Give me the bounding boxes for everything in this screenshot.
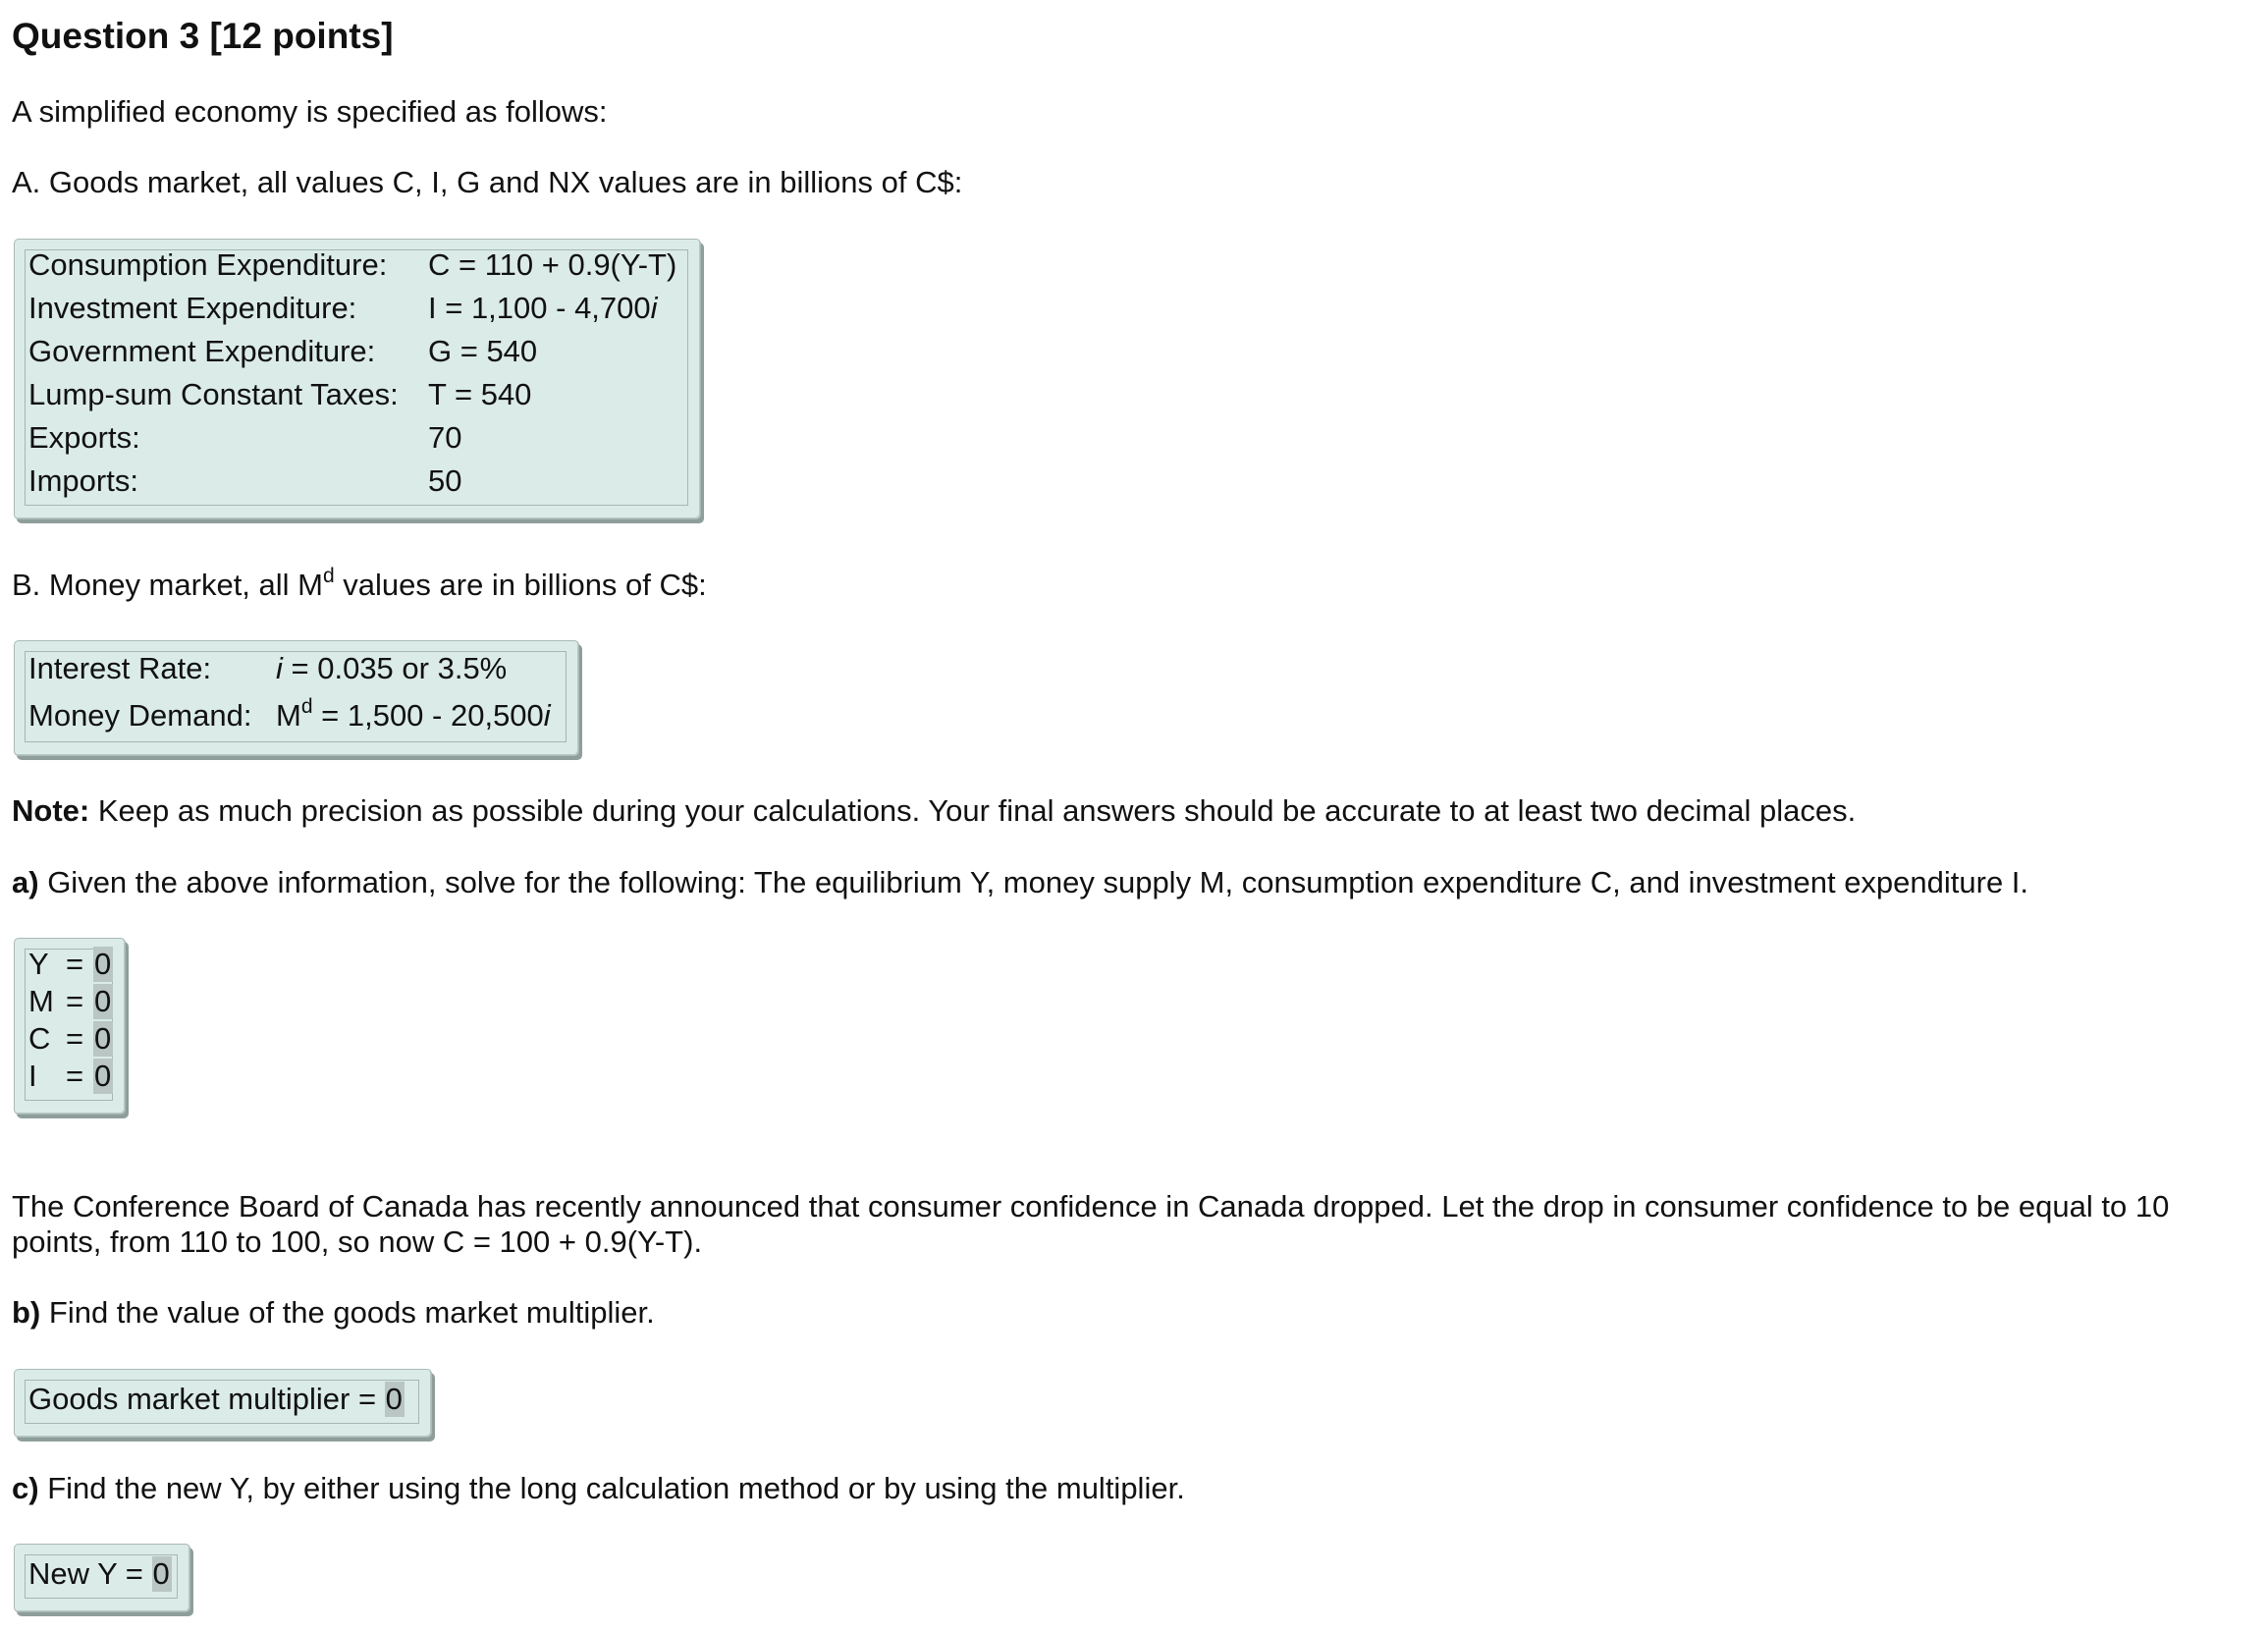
goods-market-heading: A. Goods market, all values C, I, G and NX values are in billions of C$: xyxy=(12,165,963,199)
interest-rate-label: Interest Rate: xyxy=(28,651,212,685)
answer-c-var: C xyxy=(28,1021,51,1056)
part-c-answer-box xyxy=(14,1544,190,1612)
answer-i-eq: = xyxy=(66,1059,84,1093)
intro-text: A simplified economy is specified as follows: xyxy=(12,94,608,129)
answer-m-value xyxy=(93,984,113,1019)
answer-y-var: Y xyxy=(28,947,49,981)
answer-y-eq: = xyxy=(66,947,84,981)
part-b-answer-box xyxy=(14,1369,432,1438)
investment-label: Investment Expenditure: xyxy=(28,291,357,325)
answer-y-value xyxy=(93,947,113,982)
answer-y-field[interactable]: 0 xyxy=(94,947,112,981)
answer-m-field[interactable]: 0 xyxy=(94,984,112,1018)
question-title: Question 3 [12 points] xyxy=(12,16,394,56)
answer-i-field[interactable]: 0 xyxy=(94,1059,112,1093)
exports-value: 70 xyxy=(428,420,462,455)
money-demand-label: Money Demand: xyxy=(28,698,252,733)
new-y-field[interactable]: 0 xyxy=(152,1556,170,1591)
new-y-answer xyxy=(28,1556,172,1592)
answer-m-var: M xyxy=(28,984,54,1018)
money-market-table xyxy=(14,640,579,756)
money-demand-value: $M^d = 1,500 - 20,500i$ xyxy=(276,695,551,733)
new-y-label: New Y = xyxy=(28,1556,152,1591)
investment-value: I = 1,100 - 4,700i xyxy=(428,291,658,325)
answer-c-value xyxy=(93,1021,113,1057)
multiplier-label: Goods market multiplier = xyxy=(28,1382,385,1416)
government-label: Government Expenditure: xyxy=(28,334,376,368)
answer-i-value xyxy=(93,1059,113,1094)
imports-label: Imports: xyxy=(28,463,138,498)
taxes-label: Lump-sum Constant Taxes: xyxy=(28,377,399,411)
government-value: G = 540 xyxy=(428,334,538,368)
money-market-heading: B. Money market, all $M^d$ values are in billions of C$: xyxy=(12,565,707,602)
answer-m-eq: = xyxy=(66,984,84,1018)
part-c-question: c) Find the new Y, by either using the long calculation method or by using the multiplier. xyxy=(12,1471,1185,1505)
scenario-line-2: points, from 110 to 100, so now C = 100 + 0.9(Y-T). xyxy=(12,1224,703,1259)
part-a-question: a) Given the above information, solve for the following: The equilibrium Y, money supply M, consumption expenditure C, and investment expenditure I. xyxy=(12,865,2029,899)
exports-label: Exports: xyxy=(28,420,140,455)
goods-market-table xyxy=(14,239,701,519)
answer-i-var: I xyxy=(28,1059,37,1093)
part-b-question: b) Find the value of the goods market multiplier. xyxy=(12,1295,655,1330)
consumption-value: C = 110 + 0.9(Y-T) xyxy=(428,247,677,282)
taxes-value: T = 540 xyxy=(428,377,532,411)
imports-value: 50 xyxy=(428,463,462,498)
multiplier-field[interactable]: 0 xyxy=(385,1382,403,1416)
answer-c-eq: = xyxy=(66,1021,84,1056)
answer-c-field[interactable]: 0 xyxy=(94,1021,112,1056)
consumption-label: Consumption Expenditure: xyxy=(28,247,388,282)
part-a-answer-box xyxy=(14,938,126,1115)
scenario-line-1: The Conference Board of Canada has recently announced that consumer confidence in Canada dropped. Let the drop in consumer confidence to be equal to 10 xyxy=(12,1189,2170,1224)
note: Note: Keep as much precision as possible during your calculations. Your final answers should be accurate to at least two decimal places. xyxy=(12,793,1857,828)
multiplier-answer xyxy=(28,1382,405,1417)
interest-rate-value: i = 0.035 or 3.5% xyxy=(276,651,508,685)
